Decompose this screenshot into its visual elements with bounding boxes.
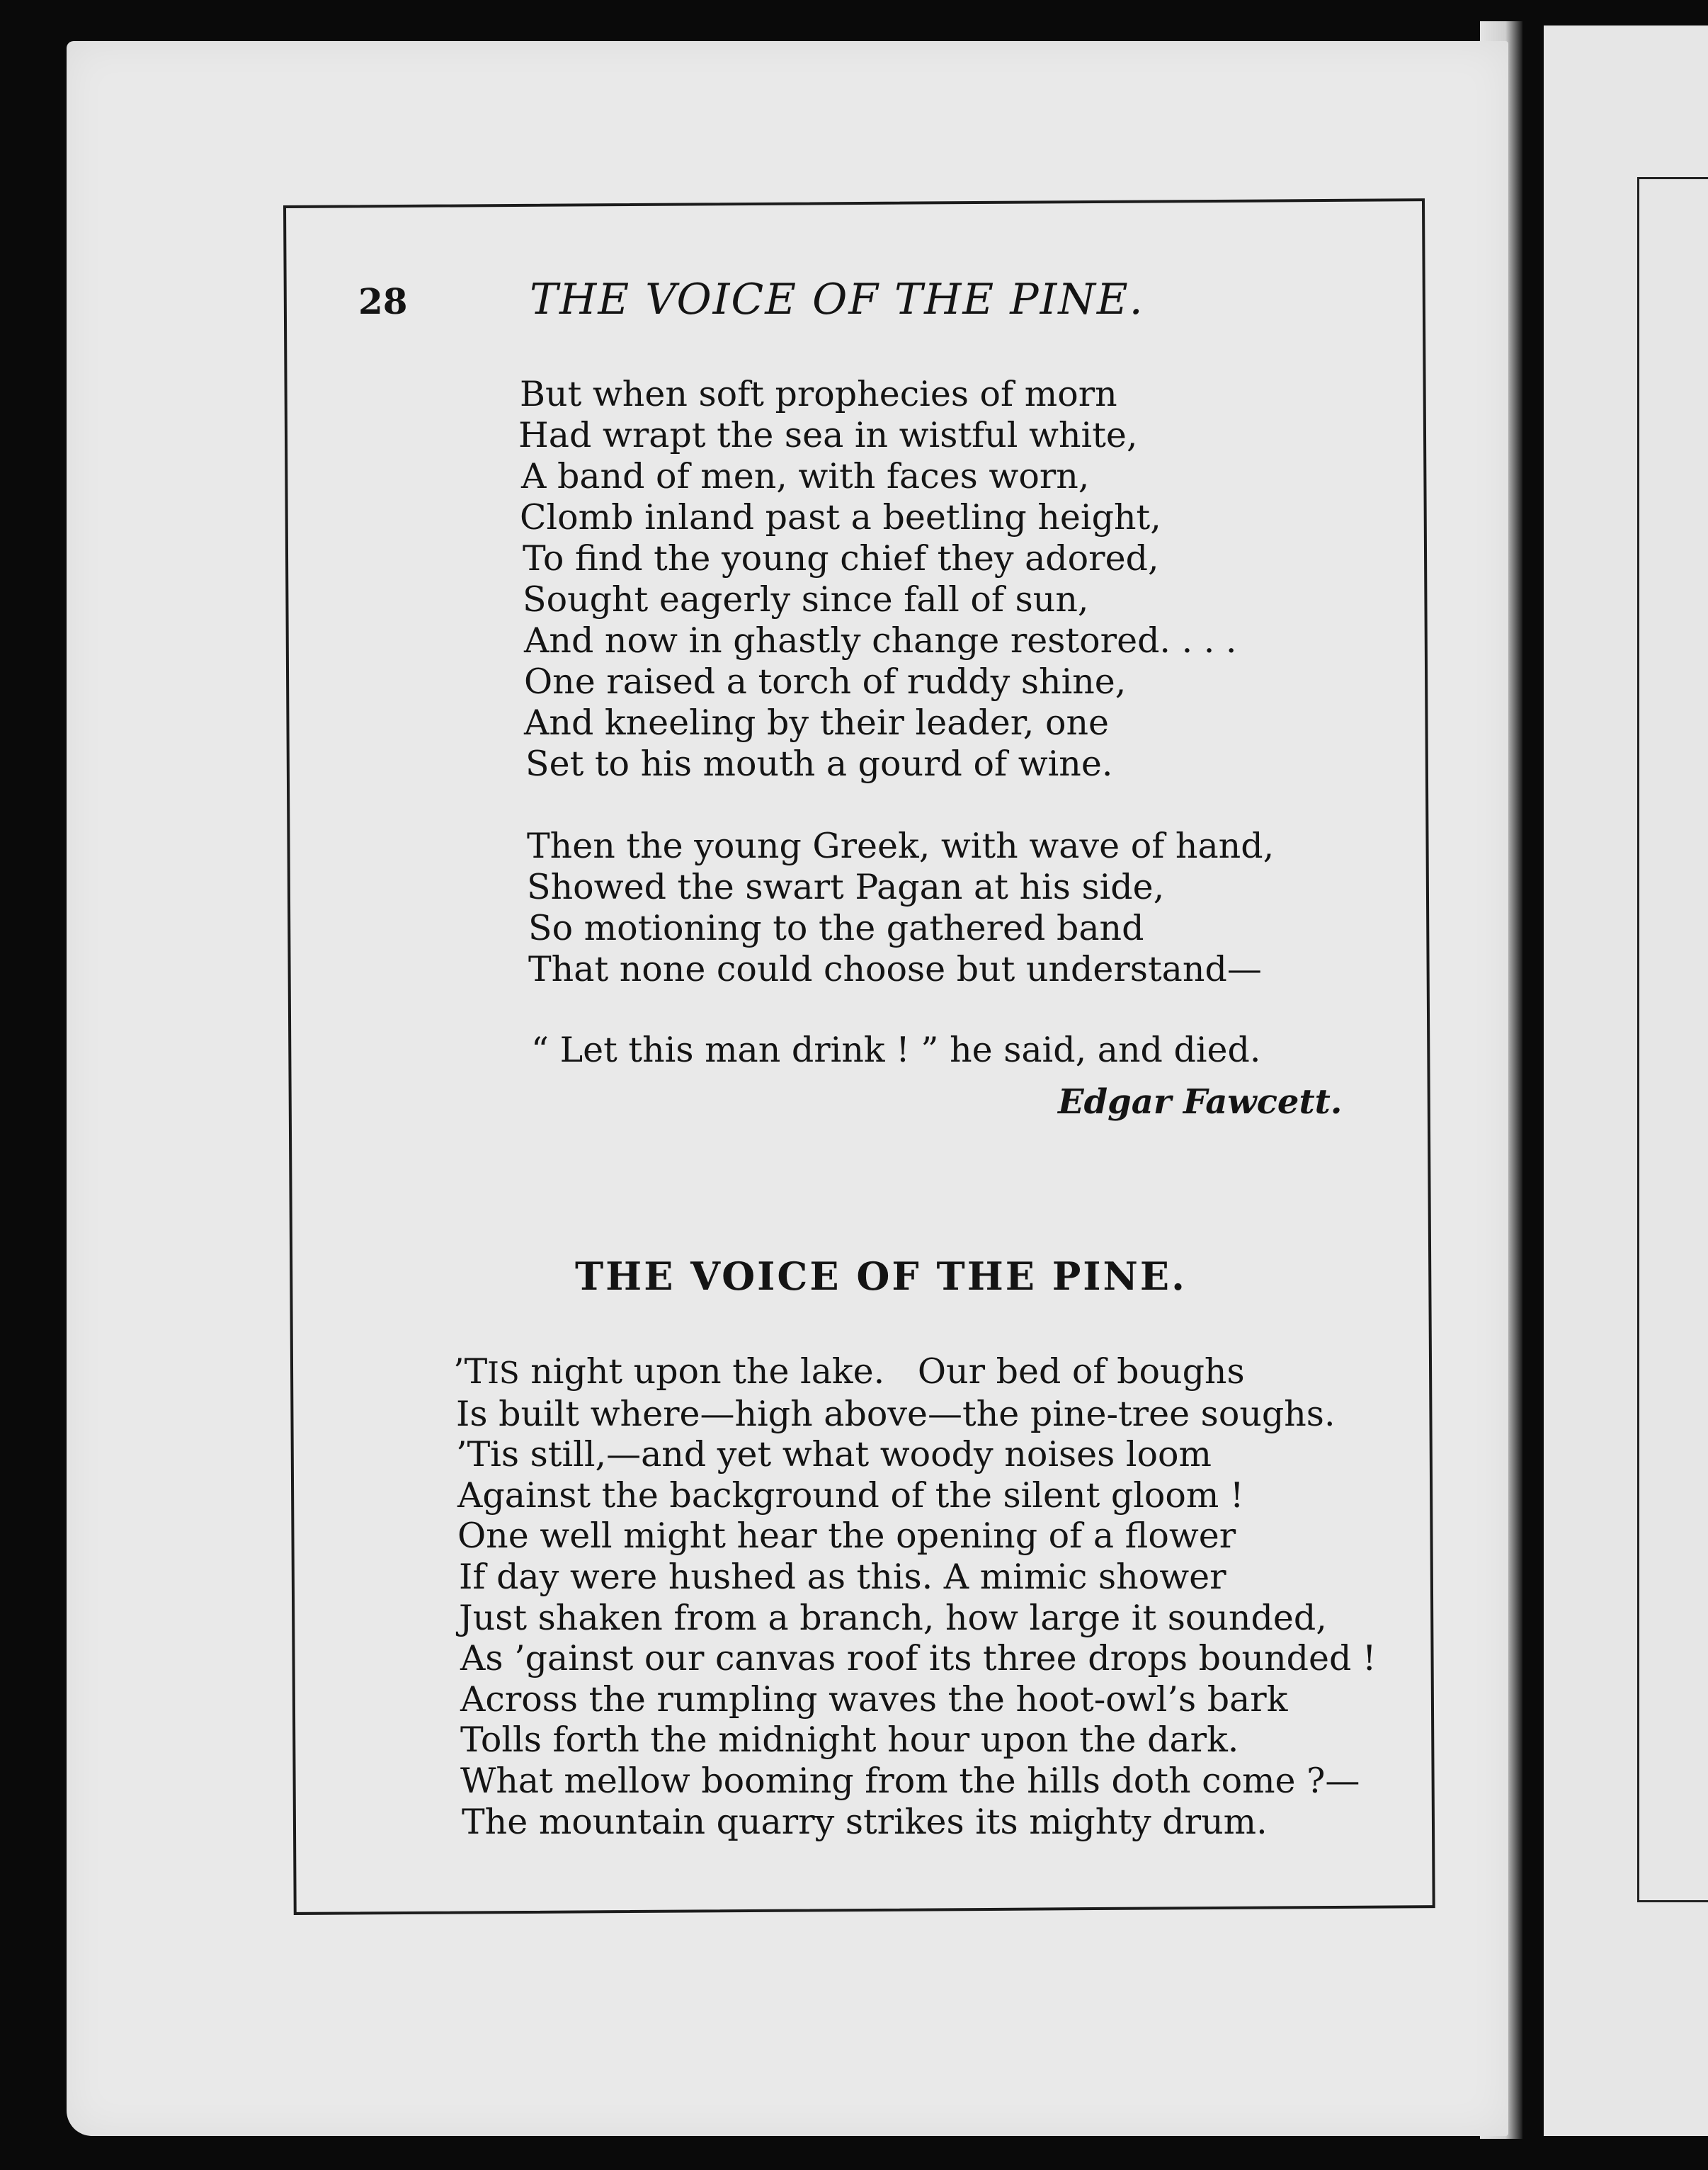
verse-line: As ’gainst our canvas roof its three drops bounded ! xyxy=(460,1638,1377,1679)
verse-line: Across the rumpling waves the hoot-owl’s bark xyxy=(460,1678,1288,1720)
verse-line: Had wrapt the sea in wistful white, xyxy=(518,415,1138,455)
verse-line: To find the young chief they adored, xyxy=(523,538,1159,579)
verse-line: Tolls forth the midnight hour upon the dark. xyxy=(460,1720,1239,1761)
verse-line: So motioning to the gathered band xyxy=(528,908,1144,948)
verse-line: And now in ghastly change restored. . . . xyxy=(524,620,1237,661)
verse-line: The mountain quarry strikes its mighty drum. xyxy=(462,1801,1268,1842)
page-number: 28 xyxy=(358,280,408,322)
poem-title: THE VOICE OF THE PINE. xyxy=(575,1254,1187,1299)
verse-line: What mellow booming from the hills doth come ?— xyxy=(460,1760,1360,1801)
verse-line: If day were hushed as this. A mimic shower xyxy=(459,1556,1226,1597)
poem-1-stanza-1 xyxy=(520,374,1236,785)
poem-1-closing-line: “ Let this man drink ! ” he said, and died. xyxy=(531,1030,1261,1070)
verse-line-first xyxy=(453,1351,1377,1394)
verse-line: Set to his mouth a gourd of wine. xyxy=(525,744,1113,784)
poem-1-stanza-2 xyxy=(527,826,1274,990)
verse-line: And kneeling by their leader, one xyxy=(524,703,1110,743)
verse-line: Showed the swart Pagan at his side, xyxy=(527,867,1165,907)
verse-line: Is built where—high above—the pine-tree soughs. xyxy=(456,1393,1336,1434)
verse-line: ’Tis still,—and yet what woody noises loom xyxy=(456,1434,1212,1475)
poem-2-verse xyxy=(453,1351,1377,1842)
adjacent-page-frame xyxy=(1637,177,1708,1902)
verse-line: Sought eagerly since fall of sun, xyxy=(523,579,1089,620)
verse-line: Then the young Greek, with wave of hand, xyxy=(527,826,1275,866)
verse-line: A band of men, with faces worn, xyxy=(521,456,1090,496)
running-head: THE VOICE OF THE PINE. xyxy=(530,275,1144,324)
verse-line: But when soft prophecies of morn xyxy=(520,374,1117,414)
author-attribution: Edgar Fawcett. xyxy=(1058,1082,1343,1122)
verse-line: Clomb inland past a beetling height, xyxy=(520,497,1161,538)
verse-line: Against the background of the silent gloom ! xyxy=(457,1475,1244,1516)
opening-word-start: ’T xyxy=(453,1351,488,1392)
first-line-rest: night upon the lake. Our bed of boughs xyxy=(519,1351,1245,1392)
verse-line: That none could choose but understand— xyxy=(528,949,1262,989)
verse-line: One well might hear the opening of a flower xyxy=(457,1516,1236,1557)
opening-word-smallcaps: IS xyxy=(487,1356,520,1390)
verse-line: Just shaken from a branch, how large it sounded, xyxy=(459,1597,1327,1638)
verse-line: One raised a torch of ruddy shine, xyxy=(524,661,1127,702)
